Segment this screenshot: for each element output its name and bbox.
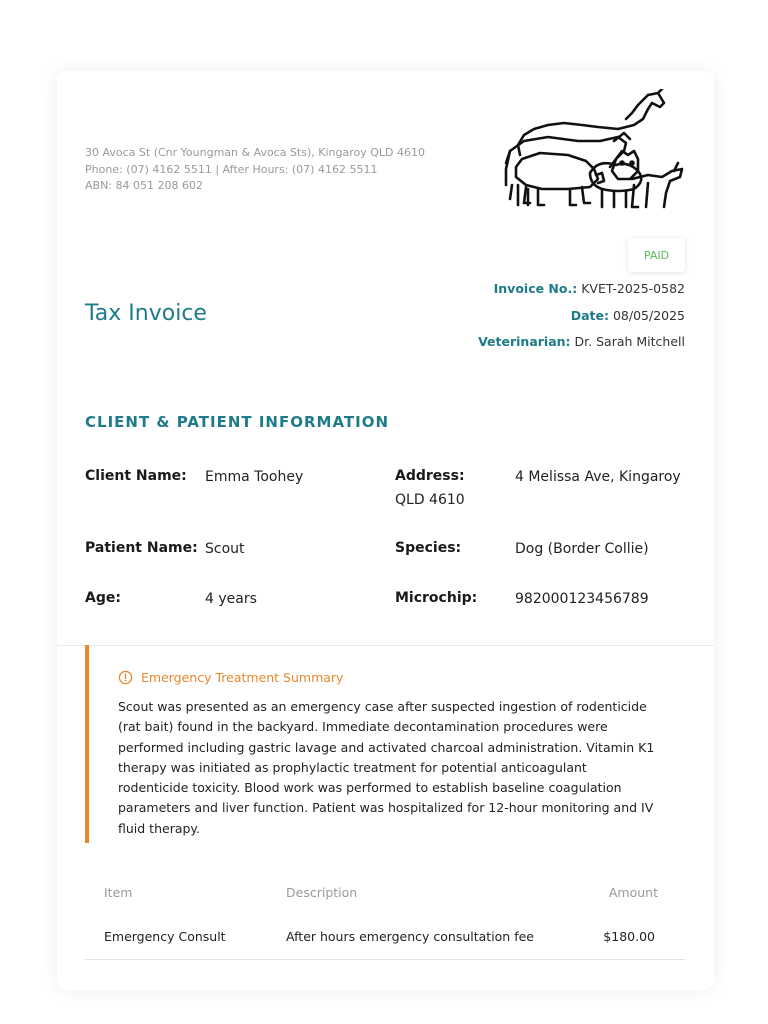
- species-value: Dog (Border Collie): [515, 541, 649, 557]
- invoice-date-row: [478, 303, 685, 330]
- address-line1-value: 4 Melissa Ave, Kingaroy: [515, 469, 681, 485]
- column-header-amount: Amount: [608, 885, 658, 900]
- row-description-cell: After hours emergency consultation fee: [286, 929, 534, 944]
- address-label: Address:: [395, 468, 465, 484]
- clinic-abn: ABN: 84 051 208 602: [85, 179, 203, 192]
- clinic-address: 30 Avoca St (Cnr Youngman & Avoca Sts), Kingaroy QLD 4610: [85, 146, 426, 159]
- row-amount-cell: $180.00: [603, 929, 655, 944]
- summary-header: [118, 670, 343, 685]
- clinic-info: [85, 145, 425, 195]
- alert-circle-icon: [118, 670, 133, 685]
- veterinarian-value: Dr. Sarah Mitchell: [574, 334, 685, 349]
- veterinarian-label: Veterinarian:: [478, 334, 571, 349]
- client-name-value: Emma Toohey: [205, 469, 304, 485]
- age-label: Age:: [85, 590, 121, 606]
- species-label: Species:: [395, 540, 462, 556]
- paid-status-badge: PAID: [628, 238, 685, 272]
- address-line2-value: QLD 4610: [395, 492, 465, 508]
- summary-body: Scout was presented as an emergency case after suspected ingestion of rodenticide (rat bait) found in the backyard. Immediate decontamination procedures were performed including gastric lavage and activated charcoal administration. Vitamin K1 therapy was initiated as prophylactic treatment for potential anticoagulant rodenticide toxicity. Blood work was performed to establish baseline coagulation parameters and liver function. Patient was hospitalized for 12-hour monitoring and IV fluid therapy.: [118, 699, 655, 836]
- summary-title: Emergency Treatment Summary: [141, 670, 344, 685]
- age-value: 4 years: [205, 591, 257, 607]
- table-row-divider: [85, 959, 685, 960]
- patient-name-label: Patient Name:: [85, 540, 198, 556]
- invoice-number-label: Invoice No.:: [493, 281, 578, 296]
- invoice-number-row: [478, 276, 685, 303]
- emergency-summary-box: [85, 645, 685, 843]
- client-name-label: Client Name:: [85, 468, 187, 484]
- microchip-value: 982000123456789: [515, 591, 649, 607]
- clinic-animals-logo: [498, 89, 686, 215]
- row-item-cell: Emergency Consult: [104, 929, 226, 944]
- invoice-date-label: Date:: [570, 307, 609, 323]
- patient-name-value: Scout: [205, 541, 245, 557]
- microchip-label: Microchip:: [395, 590, 478, 606]
- invoice-meta: [478, 276, 685, 356]
- invoice-date-value: 08/05/2025: [612, 307, 685, 323]
- column-header-item: Item: [104, 885, 133, 900]
- invoice-card: [57, 71, 714, 990]
- invoice-title: Tax Invoice: [85, 301, 207, 326]
- clinic-phones: Phone: (07) 4162 5511 | After Hours: (07) 4162 5511: [85, 162, 378, 176]
- invoice-number-value: KVET-2025-0582: [581, 281, 685, 296]
- column-header-description: Description: [286, 885, 358, 900]
- veterinarian-row: [478, 329, 685, 356]
- client-patient-section-title: CLIENT & PATIENT INFORMATION: [85, 413, 390, 431]
